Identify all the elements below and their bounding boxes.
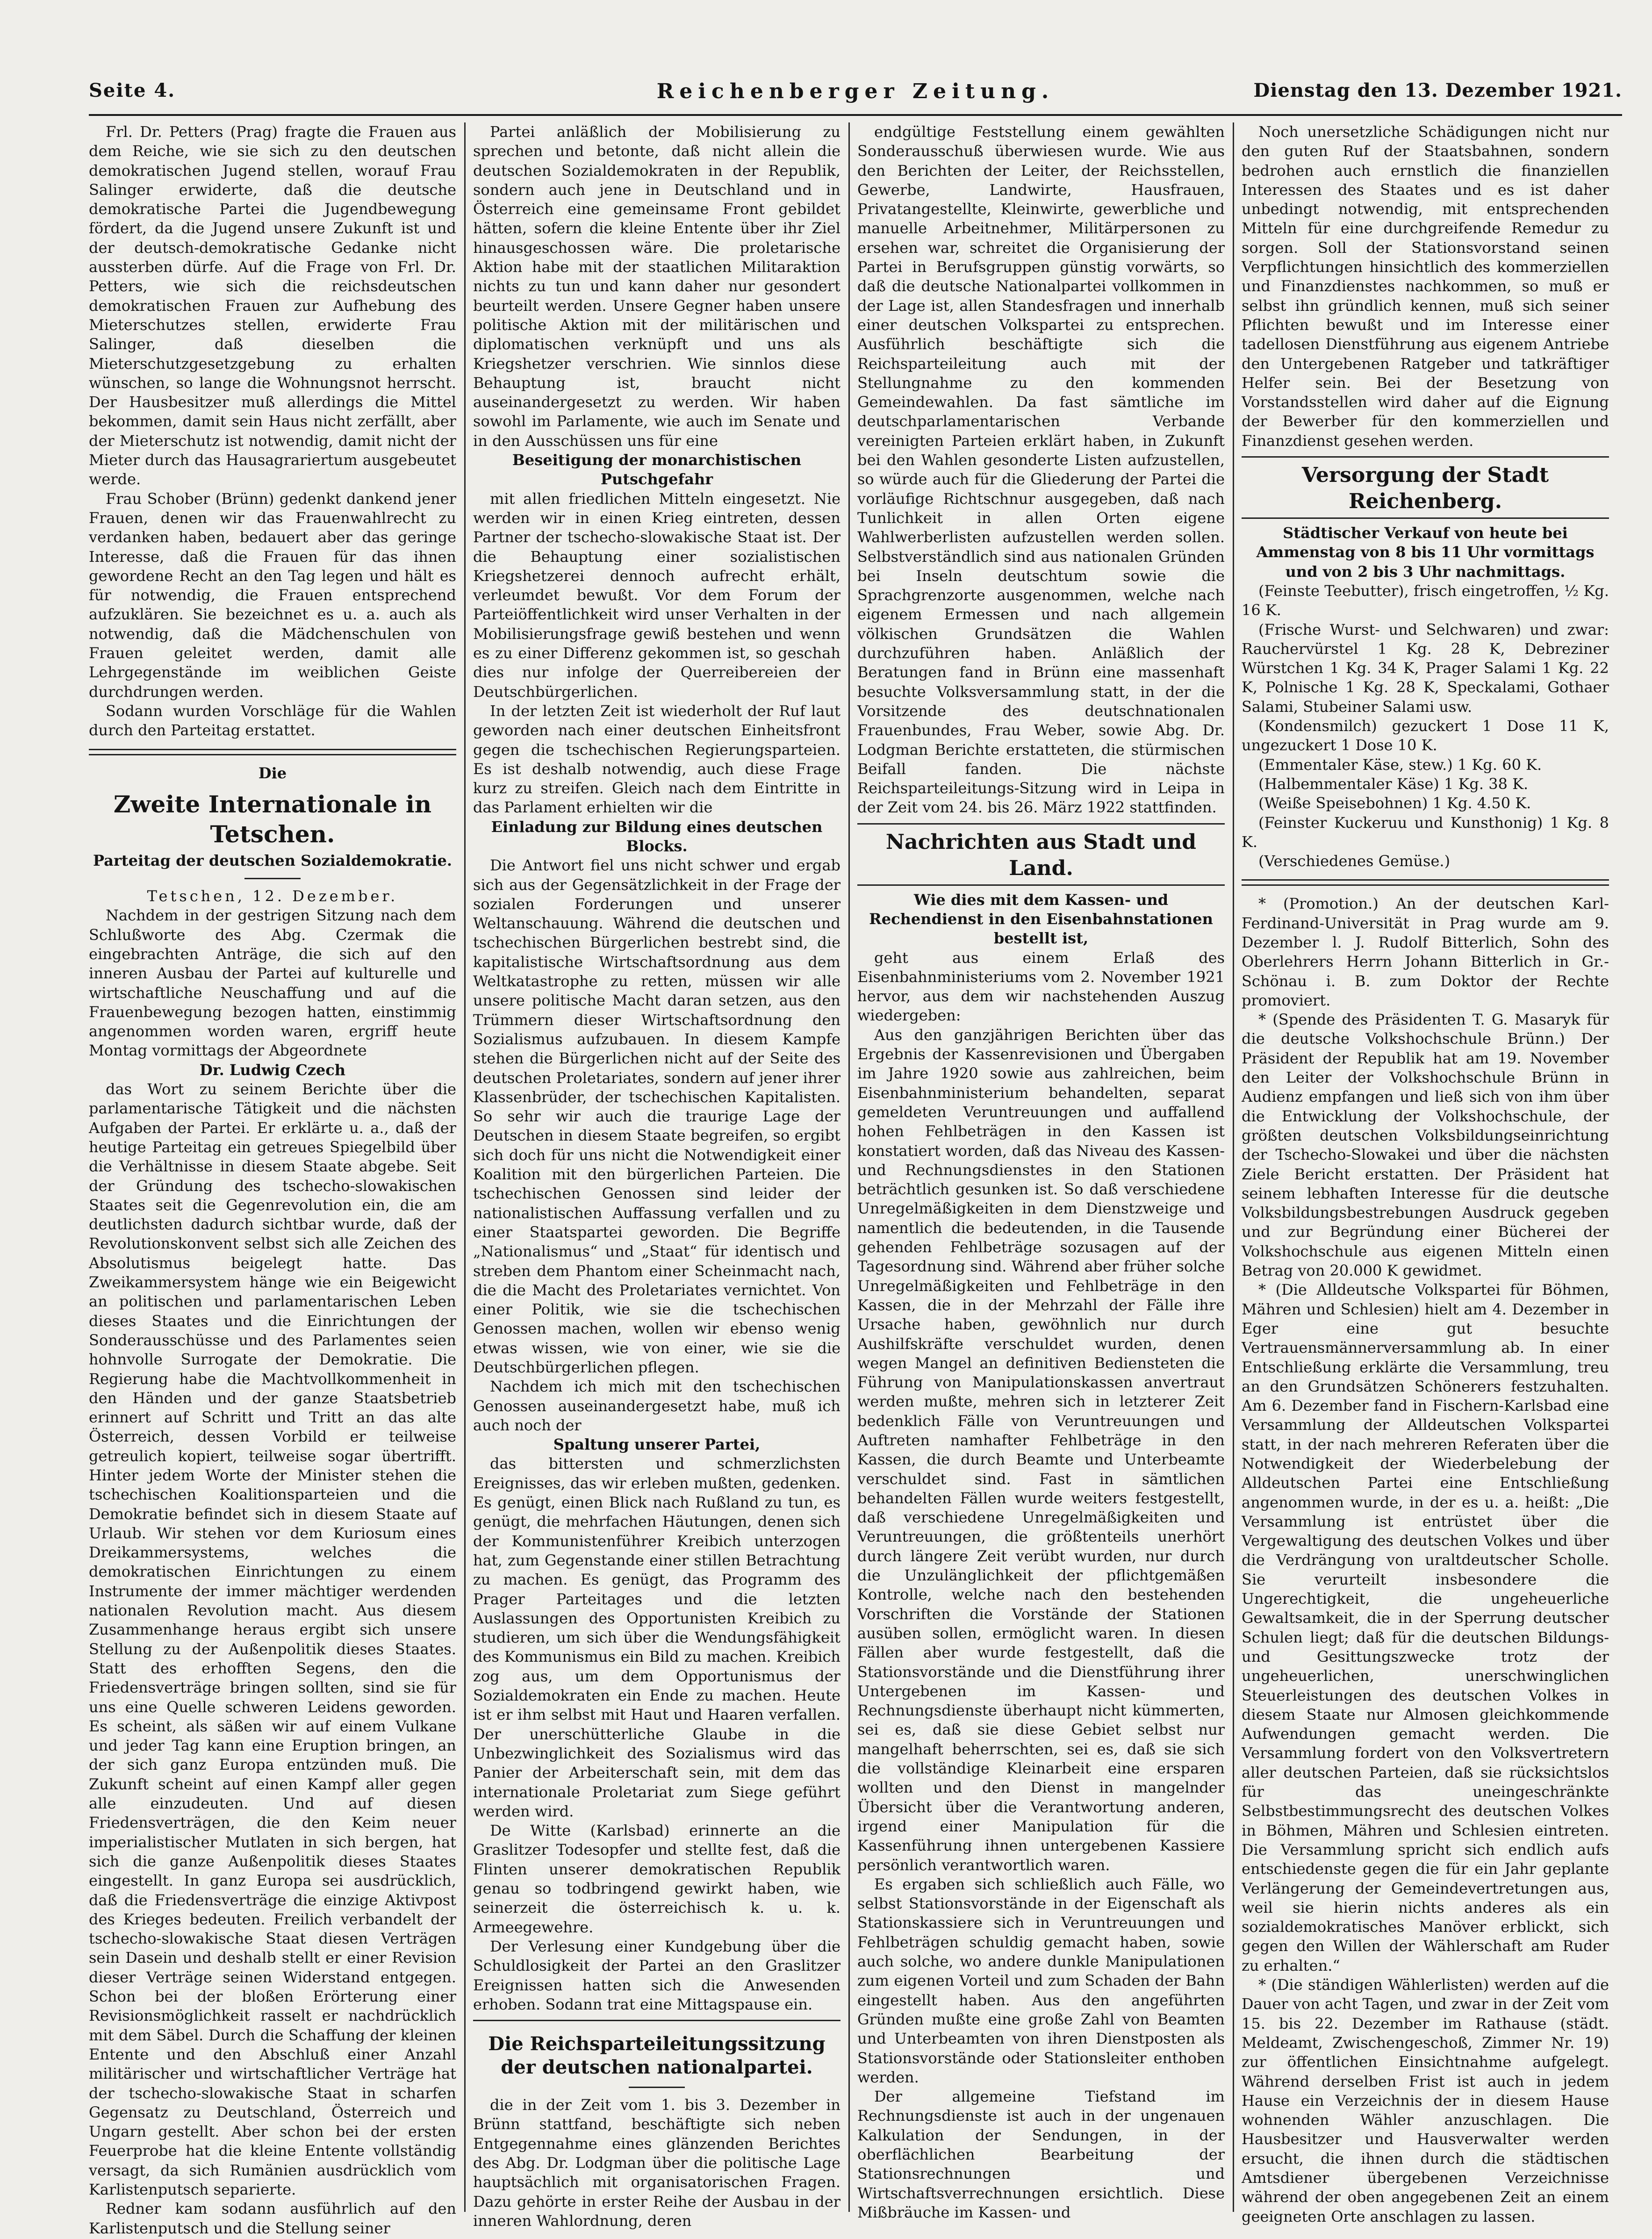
news-item: * (Spende des Präsidenten T. G. Masaryk für die deutsche Volkshochschule Brünn.) Der Präsident der Republik hat am 19. November den Leiter der Volkshochschule Brünn in Audienz empfangen und ließ sich von ihm über die Entwicklung der Volkshochschule, der größten deutschen Volksbildungseinrichtung der Tschecho-Slowakei und über die nächsten Ziele Bericht erstatten. Der Präsident hat seinem lebhaften Interesse für die deutsche Volksbildungsbestrebungen Ausdruck gegeben und zur Begründung einer Bücherei der Volkshochschule aus eigenen Mitteln einen Betrag von 20.000 K gewidmet. — [1242, 1011, 1609, 1280]
divider — [629, 2087, 685, 2088]
paragraph: geht aus einem Erlaß des Eisenbahnministeriums vom 2. November 1921 hervor, aus dem wir nachstehenden Auszug wiedergeben: — [857, 948, 1225, 1025]
market-item: (Kondensmilch) gezuckert 1 Dose 11 K, ungezuckert 1 Dose 10 K. — [1242, 717, 1609, 754]
paragraph: Nachdem ich mich mit den tschechischen Genossen auseinandergesetzt habe, muß ich auch noch der — [473, 1378, 840, 1434]
news-item: * (Die Alldeutsche Volkspartei für Böhmen, Mähren und Schlesien) hielt am 4. Dezember in Eger eine gut besuchte Vertrauensmännerversammlung ab. In einer Entschließung erklärte die Versammlung, treu an den Grundsätzen Schönerers festzuhalten. Am 6. Dezember fand in Fischern-Karlsbad eine Versammlung der Alldeutschen Volkspartei statt, in der nach mehreren Referaten über die Notwendigkeit der Wiederbelebung der Alldeutschen Partei eine Entschließung angenommen wurde, in der es u. a. heißt: „Die Versammlung ist entrüstet über die Vergewaltigung des deutschen Volkes und über die Verdrängung von uraltdeutscher Scholle. Sie verurteilt insbesondere die Ungerechtigkeit, die ungeheuerliche Gewaltsamkeit, die in der Sperrung deutscher Schulen liegt; daß für die deutschen Bildungs- und Gesittungszwecke trotz der ungeheuerlichen, unerschwinglichen Steuerleistungen des deutschen Volkes in diesem Staate nur Almosen gleichkommende Aufwendungen gemacht werden. Die Versammlung fordert von den Volksvertretern aller deutschen Parteien, daß sie rücksichtslos für das uneingeschränkte Selbstbestimmungsrecht des deutschen Volkes in Böhmen, Mähren und Schlesien eintreten. Die Versammlung spricht sich endlich aufs entschiedenste gegen die für ein Jahr geplante Verlängerung der Gemeindevertretungen aus, weil sie hierin nichts anderes als ein sozialdemokratisches Manöver erblickt, sich gegen den Willen der Wählerschaft am Ruder zu erhalten.“ — [1242, 1281, 1609, 1974]
paragraph: Der allgemeine Tiefstand im Rechnungsdienste ist auch in der ungenauen Kalkulation der Sendungen, in der oberflächlichen Bearbeitung der Stationsrechnungen und Wirtschaftsverrechnungen ersichtlich. Diese Mißbräuche im Kassen- und — [857, 2088, 1225, 2221]
paragraph: Frau Schober (Brünn) gedenkt dankend jener Frauen, denen wir das Frauenwahlrecht zu verdanken haben, bedauert aber das geringe Interesse, daß die Frauen für das ihnen gewordene Recht an den Tag legen und hält es für notwendig, die Frauen entsprechend aufzuklären. Sie bezeichnet es u. a. auch als notwendig, daß die Mädchenschulen von Frauen geleitet werden, damit alle Lehrgegenstände im weiblichen Geiste durchdrungen werden. — [89, 489, 456, 701]
page-number: Seite 4. — [89, 79, 176, 101]
market-item: (Emmentaler Käse, stew.) 1 Kg. 60 K. — [1258, 755, 1542, 774]
header-rule — [89, 114, 1622, 116]
paragraph: Die Antwort fiel uns nicht schwer und ergab sich aus der Gegensätzlichkeit in der Frage der sozialen Forderungen und unserer Weltanschauung. Während die deutschen und tschechischen Bürgerlichen bestrebt sind, die kapitalistische Wirtschaftsordnung aus dem Weltkatastrophe zu retten, müssen wir alle unsere politische Macht daran setzen, aus den Trümmern dieser Wirtschaftsordnung den Sozialismus aufzubauen. In diesem Kampfe stehen die Bürgerlichen nicht auf der Seite des deutschen Proletariates, sondern auf jener ihrer Klassenbrüder, der tschechischen Kapitalisten. So sehr wir auch die traurige Lage der Deutschen in diesem Staate begreifen, so ergibt sich doch für uns nicht die Notwendigkeit einer Koalition mit den bürgerlichen Parteien. Die tschechischen Genossen sind leider der nationalistischen Auffassung verfallen und zu einer Staatspartei geworden. Die Begriffe „Nationalismus“ und „Staat“ für identisch und streben dem Phantom einer Scheinmacht nach, die die Macht des Proletariates vernichtet. Von einer Politik, wie sie die tschechischen Genossen machen, wollen wir ebenso wenig etwas wissen, wie von einer, wie sie die Deutschbürgerlichen pflegen. — [473, 856, 840, 1376]
section-subhead: Einladung zur Bildung eines deutschen Blocks. — [491, 818, 823, 855]
section-subhead: Beseitigung der monarchistischen Putschgefahr — [512, 451, 802, 488]
paragraph: Partei anläßlich der Mobilisierung zu sprechen und betonte, daß nicht allein die deutschen Sozialdemokraten in der Republik, sondern auch jene in Deutschland und in Österreich eine gemeinsame Front gebildet hätten, sofern die kleine Entente über ihr Ziel hinausgeschossen wäre. Die proletarische Aktion habe mit der staatlichen Militaraktion nichts zu tun und kann daher nur gesondert beurteilt werden. Unsere Gegner haben unsere politische Aktion mit der militärischen und diplomatischen verknüpft und uns als Kriegshetzer verschrien. Wie sinnlos diese Behauptung ist, braucht nicht auseinandergesetzt zu werden. Wir haben sowohl im Parlamente, wie auch im Senate und in den Ausschüssen uns für eine — [473, 123, 840, 450]
divider — [244, 878, 301, 879]
section-divider — [89, 749, 456, 755]
paragraph: Sodann wurden Vorschläge für die Wahlen durch den Parteitag erstattet. — [89, 702, 456, 739]
section-subhead: Spaltung unserer Partei, — [553, 1435, 761, 1454]
paragraph: Noch unersetzliche Schädigungen nicht nur den guten Ruf der Staatsbahnen, sondern bedrohen auch ernstlich die finanziellen Interessen des Staates und es ist daher unbedingt notwendig, mit entsprechenden Mitteln für eine durchgreifende Remedur zu sorgen. Soll der Stationsvorstand seinen Verpflichtungen hinsichtlich des kommerziellen und Finanzdienstes nachkommen, so muß er selbst ihn gründlich kennen, muß sich seiner Pflichten bewußt und im Interesse einer tadellosen Dienstführung aus eigenem Antriebe den Untergebenen Ratgeber und tatkräftiger Helfer sein. Bei der Besetzung von Vorstandsstellen wird daher auf die Eignung der Bewerber für den kommerziellen und Finanzdienst gesehen werden. — [1242, 123, 1609, 450]
speaker-name: Dr. Ludwig Czech — [199, 1061, 346, 1079]
column-4 — [1242, 122, 1609, 2225]
paragraph: das Wort zu seinem Berichte über die parlamentarische Tätigkeit und die nächsten Aufgaben der Partei. Er erklärte u. a., daß der heutige Parteitag ein getreues Spiegelbild über die Verhältnisse in diesem Staate abgebe. Seit der Gründung des tschecho-slowakischen Staates seit die Gegenrevolution ein, die am deutlichsten dadurch sichtbar wurde, daß der Revolutionskonvent selbst sich alle Zeichen des Absolutismus beigelegt hatte. Das Zweikammersystem hänge wie ein Beigewicht an politischen und parlamentarischen Leben dieses Staates und die Einrichtungen der Sonderausschüsse und des Parlamentes seien hohnvolle Surrogate der Demokratie. Die Regierung habe die Machtvollkommenheit in den Händen und der ganze Staatsbetrieb erinnert auf Schritt und Tritt an das alte Österreich, dessen Vorbild er teilweise getreulich kopiert, teilweise sogar übertrifft. Hinter jedem Worte der Minister stehen die tschechischen Koalitionsparteien und die Demokratie befindet sich in diesem Staate auf Urlaub. Wir stehen vor dem Kuriosum eines Dreikammersystems, welches die demokratischen Einrichtungen zu einem Instrumente der immer mächtiger werdenden nationalen Revolution macht. Aus diesem Zusammenhange heraus ergibt sich unsere Stellung zu der Außenpolitik dieses Staates. Statt des erhofften Segens, den die Friedensverträge bringen sollten, sind sie für uns eine Quelle schweren Leidens geworden. Es scheint, als säßen wir auf einem Vulkane und jeder Tag kann eine Eruption bringen, an der sich ganz Europa entzünden muß. Die Zukunft scheint auf einen Kampf aller gegen alle einzudeuten. Und auf diesen Friedensverträgen, die den Keim neuer imperialistischer Mutlaten in sich bergen, hat sich die ganze Außenpolitik dieses Staates eingestellt. In ganz Europa sei ausdrücklich, daß die Friedensverträge die einzige Aktivpost des Krieges bedeuten. Freilich verbandelt der tschecho-slowakische Staat diesen Verträgen sein Dasein und deshalb stellt er einer Revision dieser Verträge seinen Widerstand entgegen. Schon bei der bloßen Erörterung einer Revisionsmöglichkeit rasselt er nachdrücklich mit dem Säbel. Durch die Schaffung der kleinen Entente und den Abschluß einer Anzahl militärischer und wirtschaftlicher Verträge hat der tschecho-slowakische Staat in scharfen Gegensatz zu Deutschland, Österreich und Ungarn gestellt. Aber schon bei der ersten Feuerprobe hat die kleine Entente vollständig versagt, da sich Rumänien ausdrücklich vom Karlistenputsch separierte. — [89, 1080, 456, 2198]
paragraph: mit allen friedlichen Mitteln eingesetzt. Nie werden wir in einen Krieg eintreten, dessen Partner der tschecho-slowakische Staat ist. Der die Behauptung einer sozialistischen Kriegshetzerei dennoch aufrecht erhält, verleumdet bewußt. Vor dem Forum der Parteiöffentlichkeit wird unser Verhalten in der Mobilisierungsfrage gewiß bestehen und wenn es zu einer Differenz gekommen ist, so geschah dies nur infolge der Querreibereien der Deutschbürgerlichen. — [473, 489, 840, 701]
column-rule — [464, 122, 466, 2212]
paragraph: In der letzten Zeit ist wiederholt der Ruf laut geworden nach einer deutschen Einheitsfront gegen die tschechischen Regierungsparteien. Es ist deshalb notwendig, auch diese Frage kurz zu streifen. Gleich nach dem Eintritte in das Parlament erhielten wir die — [473, 702, 840, 817]
column-3 — [857, 122, 1225, 2221]
column-1 — [89, 122, 456, 2237]
paragraph: Nachdem in der gestrigen Sitzung nach dem Schlußworte des Abg. Czermak die eingebrachten Anträge, die sich auf den inneren Ausbau der Partei auf kulturelle und wirtschaftliche Neuschaffung und auf die Frauenbewegung bezogen hatten, einstimmig angenommen worden waren, ergriff heute Montag vormittags der Abgeordnete — [89, 906, 456, 1060]
section-header — [857, 823, 1225, 886]
section-header — [1242, 456, 1609, 519]
article-headline: Die Reichsparteileitungssitzung der deutschen nationalpartei. — [488, 2033, 826, 2079]
market-item: (Verschiedenes Gemüse.) — [1258, 852, 1451, 870]
market-item: (Frische Wurst- und Selchwaren) und zwar: Rauchervürstel 1 Kg. 28 K, Debreziner Würstchen 1 Kg. 34 K, Prager Salami 1 Kg. 22 K, Polnische 1 Kg. 28 K, Speckalami, Gothaer Salami, Stubeiner Salami usw. — [1242, 620, 1609, 716]
headline-kicker: Die — [258, 764, 287, 782]
section-headline: Nachrichten aus Stadt und Land. — [885, 830, 1197, 880]
issue-date: Dienstag den 13. Dezember 1921. — [1253, 79, 1622, 101]
column-2 — [473, 122, 840, 2230]
masthead — [89, 79, 1622, 112]
paragraph: Aus den ganzjährigen Berichten über das Ergebnis der Kassenrevisionen und Übergaben im Jahre 1920 sowie aus zahlreichen, beim Eisenbahnministerium behandelten, separat gemeldeten Veruntreuungen und auffallend hohen Fehlbeträgen in den Kassen ist konstatiert worden, daß das Niveau des Kassen- und Rechnungsdienstes in den Stationen beträchtlich gesunken ist. So daß verschiedene Unregelmäßigkeiten in dem Dienstzweige und namentlich die bedeutenden, in die Tausende gehenden Fehlbeträge sozusagen auf der Tagesordnung sind. Während aber früher solche Unregelmäßigkeiten und Fehlbeträge in den Kassen, die in der Mehrzahl der Fälle ihre Ursache haben, gewöhnlich nur durch Aushilfskräfte verschuldet wurden, denen wegen Mangel an definitiven Bediensteten die Führung von Manipulationskassen anvertraut werden mußte, mehren sich in letzterer Zeit bedenklich Fälle von Veruntreuungen und Auftreten namhafter Fehlbeträge in den Kassen, die durch Beamte und Unterbeamte verschuldet sind. Fast in sämtlichen behandelten Fällen wurde weiters festgestellt, daß verschiedene Unregelmäßigkeiten und Veruntreuungen, die größtenteils unerhört durch längere Zeit verübt wurden, nur durch die Unzulänglichkeit der pflichtgemäßen Kontrolle, welche nach den bestehenden Vorschriften die Vorstände der Stationen ausüben sollen, ermöglicht waren. In diesen Fällen aber wurde festgestellt, daß die Stationsvorstände und die Dienstführung ihrer Untergebenen im Kassen- und Rechnungsdienste überhaupt nicht kümmerten, sei es, daß sie diese Gebiet selbst nur mangelhaft beherrschten, sei es, daß sie sich die vollständige Kleinarbeit eine ersparen wollten und den Dienst in mangelnder Übersicht über die Verantwortung anderen, irgend einer Manipulation für die Kassenführung ihnen untergebenen Kassiere persönlich verantwortlich waren. — [857, 1026, 1225, 1874]
news-item: * (Die ständigen Wählerlisten) werden auf die Dauer von acht Tagen, und zwar in der Zeit vom 15. bis 22. Dezember im Rathause (städt. Meldeamt, Zwischengeschoß, Zimmer Nr. 19) zur öffentlichen Einsichtnahme aufgelegt. Während derselben Frist ist auch in jedem Hause ein Verzeichnis der in diesem Hause wohnenden Wähler anzuschlagen. Die Hausbesitzer und Hausverwalter werden ersucht, die ihnen durch die städtischen Amtsdiener übergebenen Verzeichnisse während der oben angegebenen Zeit an einem geeigneten Orte anschlagen zu lassen. — [1242, 1976, 1609, 2225]
market-item: (Weiße Speisebohnen) 1 Kg. 4.50 K. — [1258, 794, 1531, 812]
paragraph: Der Verlesung einer Kundgebung über die Schuldlosigkeit der Partei an den Graslitzer Ereignissen hatten sich die Anwesenden erhoben. Sodann trat eine Mittagspause ein. — [473, 1937, 840, 2013]
article-subhead: Parteitag der deutschen Sozialdemokratie. — [93, 851, 452, 869]
column-rule — [848, 122, 850, 2212]
paragraph: De Witte (Karlsbad) erinnerte an die Graslitzer Todesopfer und stellte fest, daß die Flinten unserer demokratischen Republik genau so todbringend gewirkt haben, wie seinerzeit die österreichisch k. u. k. Armeegewehre. — [473, 1822, 840, 1936]
section-divider — [1242, 879, 1609, 886]
section-subhead: Städtischer Verkauf von heute bei Ammenstag von 8 bis 11 Uhr vormittags und von 2 bis 3 Uhr nachmittags. — [1256, 524, 1595, 581]
market-item: (Feinste Teebutter), frisch eingetroffen, ½ Kg. 16 K. — [1242, 581, 1609, 619]
column-rule — [1233, 122, 1234, 2212]
paragraph: Es ergaben sich schließlich auch Fälle, wo selbst Stationsvorstände in der Eigenschaft als Stationskassiere sich in Veruntreuungen und Fehlbeträgen schuldig gemacht haben, sowie auch solche, wo andere dunkle Manipulationen zum eigenen Vorteil und zum Schaden der Bahn eingestellt haben. Aus den angeführten Gründen mußte eine große Zahl von Beamten und Unterbeamten von ihren Dienstposten als Stationsvorstände oder Stationsleiter enthoben werden. — [857, 1875, 1225, 2086]
section-subhead: Wie dies mit dem Kassen- und Rechendienst in den Eisenbahnstationen bestellt ist, — [869, 890, 1213, 947]
paragraph: endgültige Feststellung einem gewählten Sonderausschuß überwiesen wurde. Wie aus den Berichten der Leiter, der Reichsstellen, Gewerbe, Landwirte, Hausfrauen, Privatangestellte, Kleinwirte, gewerbliche und manuelle Arbeitnehmer, Militärpersonen zu ersehen war, schreitet die Organisierung der Partei in Berufsgruppen günstig vorwärts, so daß die deutsche Nationalpartei vollkommen in der Lage ist, allen Standesfragen und innerhalb einer deutschen Volkspartei zu entsprechen. Ausführlich beschäftigte sich die Reichsparteileitung auch mit der Stellungnahme zu den kommenden Gemeindewahlen. Da fast sämtliche im deutschparlamentarischen Verbande vereinigten Parteien erklärt haben, in Zukunft bei den Wahlen gesonderte Listen aufzustellen, so würde auch für die Gliederung der Partei die vorläufige Richtschnur ausgegeben, daß nach Tunlichkeit in allen Orten eigene Wahlwerberlisten aufzustellen werden sollen. Selbstverständlich sind aus nationalen Gründen bei Inseln deutschtum sowie die Sprachgrenzorte ausgenommen, welche nach eigenem Ermessen und nach allgemein völkischen Grundsätzen die Wahlen durchzuführen haben. Anläßlich der Beratungen fand in Brünn eine massenhaft besuchte Volksversammlung statt, in der die Vorsitzende des deutschnationalen Frauenbundes, Frau Weber, sowie Abg. Dr. Lodgman Berichte erstatteten, die stürmischen Beifall fanden. Die nächste Reichsparteileitungs-Sitzung wird in Leipa in der Zeit vom 24. bis 26. März 1922 stattfinden. — [857, 123, 1225, 817]
paragraph: Redner kam sodann ausführlich auf den Karlistenputsch und die Stellung seiner — [89, 2200, 456, 2237]
section-headline: Versorgung der Stadt Reichenberg. — [1301, 463, 1549, 514]
paragraph: das bittersten und schmerzlichsten Ereignisses, das wir erleben mußten, gedenken. Es genügt, einen Blick nach Rußland zu tun, es genügt, die mehrfachen Häutungen, denen sich der Kommunistenführer Kreibich unterzogen hat, zum Gegenstande einer stillen Betrachtung zu machen. Es genügt, das Programm des Prager Parteitages und die letzten Auslassungen des Opportunisten Kreibich zu studieren, um sich über die Wendungsfähigkeit des Kommunismus ein Bild zu machen. Kreibich zog aus, um dem Opportunismus der Sozialdemokraten ein Ende zu machen. Heute ist er ihm selbst mit Haut und Haaren verfallen. Der unerschütterliche Glaube in die Unbezwinglichkeit des Sozialismus wird das Panier der Arbeiterschaft sein, mit dem das internationale Proletariat zum Siege geführt werden wird. — [473, 1455, 840, 1820]
article-headline: Zweite Internationale in Tetschen. — [113, 790, 432, 848]
paragraph: Frl. Dr. Petters (Prag) fragte die Frauen aus dem Reiche, wie sie sich zu den deutschen demokratischen Jugend stellen, worauf Frau Salinger erwiderte, daß die deutsche demokratische Partei die Jugendbewegung fördert, da die Jugend unsere Zukunft ist und der deutsch-demokratische Gedanke nicht aussterben dürfe. Auf die Frage von Frl. Dr. Petters, wie sich die reichsdeutschen demokratischen Frauen zur Aufhebung des Mieterschutzes stellen, erwiderte Frau Salinger, daß dieselben die Mieterschutzgesetzgebung zu erhalten wünschen, so lange die Wohnungsnot herrscht. Der Hausbesitzer muß allerdings die Mittel bekommen, damit sein Haus nicht zerfällt, aber der Mieterschutz ist notwendig, damit nicht der Mieter durch das Hausagrariertum ausgebeutet werde. — [89, 123, 456, 488]
article-box — [473, 2020, 840, 2231]
market-item: (Feinster Kuckeruu und Kunsthonig) 1 Kg. 8 K. — [1242, 813, 1609, 851]
paragraph: die in der Zeit vom 1. bis 3. Dezember in Brünn stattfand, beschäftigte sich neben Entgegennahme eines glänzenden Berichtes des Abg. Dr. Lodgman über die politische Lage hauptsächlich mit organisatorischen Fragen. Dazu gehörte in erster Reihe der Ausbau in der inneren Wahlordnung, deren — [473, 2096, 840, 2230]
newspaper-title: Reichenberger Zeitung. — [656, 79, 1055, 103]
dateline: Tetschen, 12. Dezember. — [147, 887, 398, 905]
news-item: * (Promotion.) An der deutschen Karl-Ferdinand-Universität in Prag wurde am 9. Dezember l. J. Rudolf Bitterlich, Sohn des Oberlehrers Herrn Johann Bitterlich in Gr.-Schönau i. B. zum Doktor der Rechte promoviert. — [1242, 895, 1609, 1009]
market-item: (Halbemmentaler Käse) 1 Kg. 38 K. — [1258, 775, 1529, 793]
